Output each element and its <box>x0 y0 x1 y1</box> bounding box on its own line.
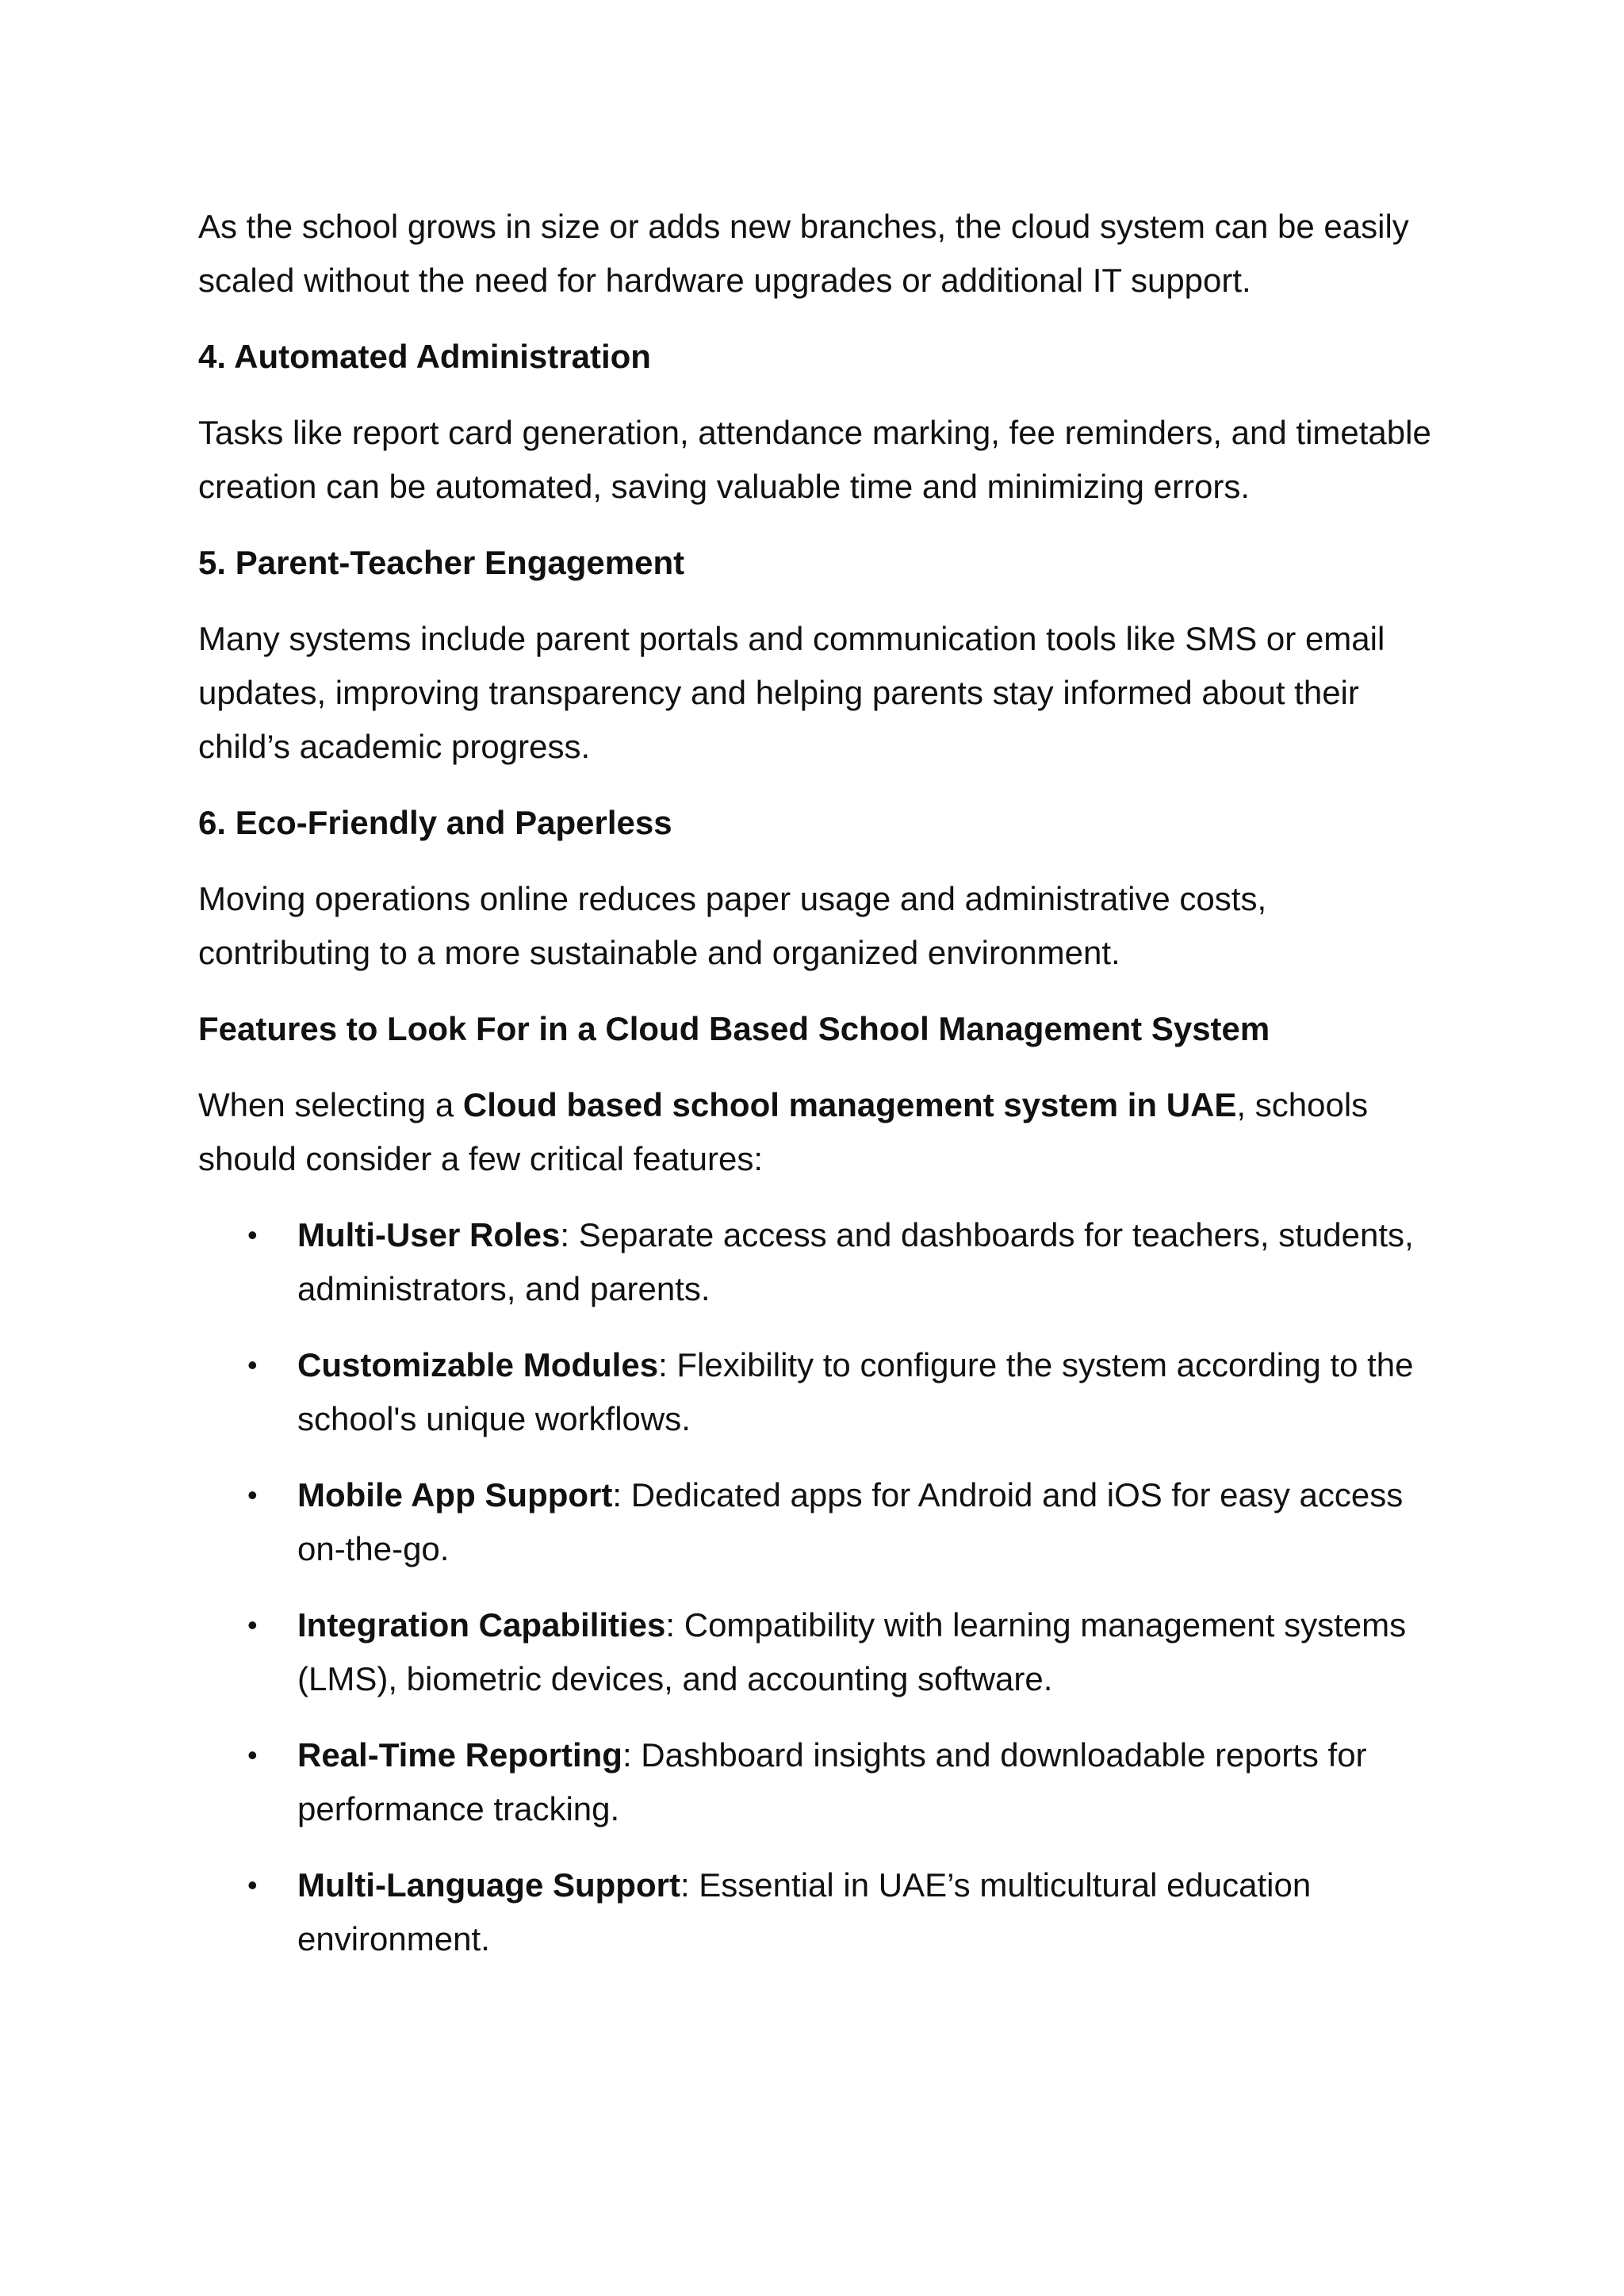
section-heading-automated-administration: 4. Automated Administration <box>198 338 651 375</box>
section-body-eco-friendly: Moving operations online reduces paper usage and administrative costs, contributing to a more sustainable and organized environment. <box>198 880 1267 971</box>
feature-description: : Dashboard insights and downloadable reports for performance tracking. <box>297 1736 1367 1827</box>
feature-title: Integration Capabilities <box>297 1606 666 1644</box>
feature-item-real-time-reporting <box>198 1728 1435 1836</box>
feature-title: Customizable Modules <box>297 1346 659 1383</box>
feature-title: Mobile App Support <box>297 1476 613 1513</box>
section-heading-eco-friendly: 6. Eco-Friendly and Paperless <box>198 804 672 841</box>
feature-item-mobile-app-support <box>198 1468 1435 1576</box>
bullet-icon: • <box>247 1609 258 1641</box>
bullet-icon: • <box>247 1219 258 1251</box>
section-heading-parent-teacher-engagement: 5. Parent-Teacher Engagement <box>198 544 685 581</box>
features-intro-prefix: When selecting a <box>198 1086 463 1123</box>
bullet-icon: • <box>247 1739 258 1771</box>
features-intro-bold: Cloud based school management system in UAE <box>462 1086 1237 1123</box>
feature-description: : Dedicated apps for Android and iOS for easy access on-the-go. <box>297 1476 1404 1567</box>
bullet-icon: • <box>247 1869 258 1901</box>
feature-description: : Flexibility to configure the system according to the school's unique workflows. <box>297 1346 1414 1437</box>
section-body-automated-administration: Tasks like report card generation, attendance marking, fee reminders, and timetable creation can be automated, saving valuable time and minimizing errors. <box>198 414 1431 505</box>
feature-item-customizable-modules <box>198 1338 1435 1446</box>
feature-description: : Separate access and dashboards for teachers, students, administrators, and parents. <box>297 1216 1414 1307</box>
bullet-icon: • <box>247 1349 258 1381</box>
feature-title: Multi-Language Support <box>297 1866 680 1904</box>
bullet-icon: • <box>247 1479 258 1511</box>
features-intro <box>198 1078 1435 1186</box>
scalability-paragraph: As the school grows in size or adds new branches, the cloud system can be easily scaled without the need for hardware upgrades or additional IT support. <box>198 208 1409 299</box>
feature-title: Multi-User Roles <box>297 1216 561 1253</box>
feature-item-multi-language-support <box>198 1858 1435 1966</box>
features-intro-suffix: , schools should consider a few critical features: <box>198 1086 1369 1177</box>
document-content <box>198 200 1435 1988</box>
section-body-parent-teacher-engagement: Many systems include parent portals and communication tools like SMS or email updates, improving transparency and helping parents stay informed about their child’s academic progress. <box>198 620 1385 765</box>
feature-item-integration-capabilities <box>198 1598 1435 1706</box>
features-list <box>198 1208 1435 1966</box>
feature-title: Real-Time Reporting <box>297 1736 622 1774</box>
features-heading: Features to Look For in a Cloud Based School Management System <box>198 1010 1270 1047</box>
feature-item-multi-user-roles <box>198 1208 1435 1316</box>
feature-description: : Essential in UAE’s multicultural education environment. <box>297 1866 1312 1957</box>
feature-description: : Compatibility with learning management systems (LMS), biometric devices, and accounting software. <box>297 1606 1407 1697</box>
